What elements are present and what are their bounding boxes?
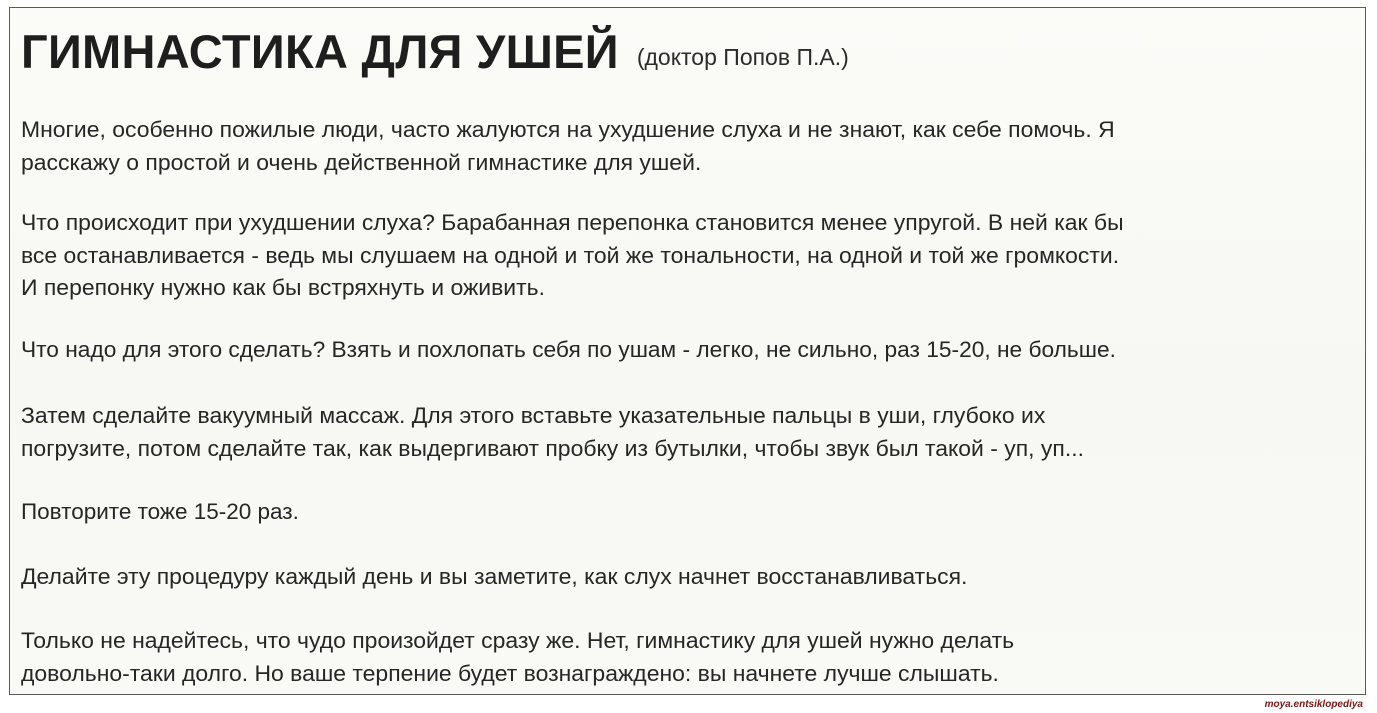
paragraph-line: погрузите, потом сделайте так, как выдергивают пробку из бутылки, чтобы звук был такой - уп, уп... [21, 435, 1084, 461]
page-title: ГИМНАСТИКА ДЛЯ УШЕЙ [21, 25, 619, 78]
paragraph-line: расскажу о простой и очень действенной гимнастике для ушей. [21, 149, 702, 175]
paragraph-causes [21, 207, 1124, 305]
paragraph-line: все останавливается - ведь мы слушаем на одной и той же тональности, на одной и той же громкости. [21, 242, 1120, 268]
paragraph-intro [21, 114, 1115, 179]
paragraph-line: Многие, особенно пожилые люди, часто жалуются на ухудшение слуха и не знают, как себе помочь. Я [21, 117, 1115, 142]
author-credit: (доктор Попов П.А.) [636, 44, 849, 70]
paragraph-repeat [21, 496, 299, 529]
paragraph-line: Затем сделайте вакуумный массаж. Для этого вставьте указательные пальцы в уши, глубоко их [21, 403, 1046, 428]
paragraph-patience [21, 625, 1014, 690]
scanned-page [9, 7, 1366, 695]
paragraph-vacuum-massage [21, 400, 1084, 465]
paragraph-daily [21, 561, 967, 594]
paragraph-line: Делайте эту процедуру каждый день и вы заметите, как слух начнет восстанавливаться. [21, 564, 968, 589]
paragraph-clapping [21, 334, 1116, 367]
paragraph-line: Повторите тоже 15-20 раз. [21, 499, 299, 524]
header [21, 24, 849, 79]
paragraph-line: И перепонку нужно как бы встряхнуть и оживить. [21, 275, 545, 300]
paragraph-line: Что надо для этого сделать? Взять и похлопать себя по ушам - легко, не сильно, раз 15-20, не больше. [21, 337, 1116, 362]
paragraph-line: Только не надейтесь, что чудо произойдет сразу же. Нет, гимнастику для ушей нужно делать [21, 628, 1015, 653]
paragraph-line: Что происходит при ухудшении слуха? Барабанная перепонка становится менее упругой. В ней как бы [21, 210, 1124, 235]
source-watermark: moya.entsiklopediya [1264, 699, 1363, 710]
paragraph-line: довольно-таки долго. Но ваше терпение будет вознаграждено: вы начнете лучше слышать. [21, 660, 999, 686]
